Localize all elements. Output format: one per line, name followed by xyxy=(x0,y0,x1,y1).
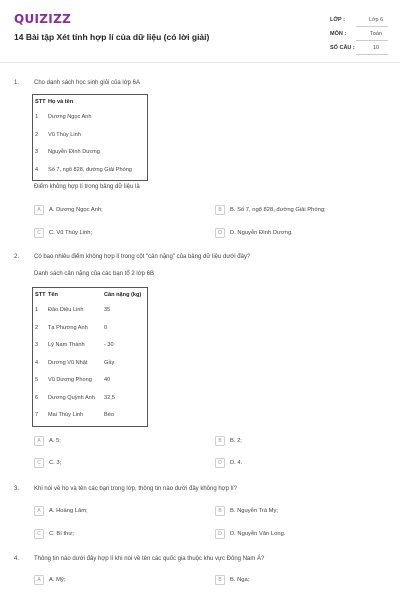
table-row xyxy=(33,408,147,426)
table-cell: 32,5 xyxy=(104,394,115,401)
option-letter-box[interactable]: B xyxy=(215,506,225,516)
page-title: 14 Bài tập Xét tính hợp lí của dữ liệu (có lời giải) xyxy=(14,32,210,42)
quizizz-logo[interactable]: QUIZIZZ xyxy=(14,12,72,26)
table-cell: 2 xyxy=(35,131,39,138)
table-row xyxy=(33,145,147,163)
meta-value: Toán xyxy=(370,31,382,37)
table-cell: 3 xyxy=(35,149,39,155)
question-1-prompt: Điểm không hợp lí trong bảng dữ liệu là xyxy=(34,184,140,190)
question-2-subtitle: Danh sách cân nặng của các bạn tổ 2 lớp 6B xyxy=(34,271,155,277)
option-letter-box[interactable]: D xyxy=(215,228,225,238)
table-row xyxy=(33,303,147,321)
table-cell: 3 xyxy=(35,342,39,348)
table-header-cell: STT xyxy=(35,292,46,298)
option-text: B. 2; xyxy=(230,438,242,444)
option-text: A. 5; xyxy=(49,438,61,444)
table-row xyxy=(33,356,147,374)
meta-row-subject xyxy=(330,28,388,42)
divider xyxy=(356,54,388,55)
table-row xyxy=(33,373,147,391)
table-cell: 0 xyxy=(104,324,108,331)
table-row xyxy=(33,338,147,356)
option-text: C. 3; xyxy=(49,460,62,466)
table-row xyxy=(33,321,147,339)
page-header xyxy=(0,0,400,60)
option-letter-box[interactable]: C xyxy=(34,529,44,539)
option-letter-box[interactable]: D xyxy=(215,529,225,539)
meta-row-grade xyxy=(330,14,388,28)
table-cell: Béo xyxy=(104,412,114,418)
option-text: A. Mỹ; xyxy=(49,577,66,583)
table-cell: Vũ Dương Phong xyxy=(48,377,92,383)
table-header-cell: Cân nặng (kg) xyxy=(104,292,142,298)
option-text: D. Nguyễn Đình Dương. xyxy=(230,230,293,236)
table-cell: 6 xyxy=(35,394,39,401)
meta-label: LỚP : xyxy=(330,17,345,23)
table-cell: Dương Ngọc Anh xyxy=(48,114,92,120)
question-text: Cho danh sách học sinh giỏi của lớp 6A xyxy=(34,80,141,86)
table-cell: 35 xyxy=(104,307,111,313)
table-cell: - 30 xyxy=(104,342,114,348)
table-cell: Mai Thùy Linh xyxy=(48,412,84,418)
meta-value: 10 xyxy=(372,45,380,51)
meta-row-count xyxy=(330,42,388,56)
table-header-row xyxy=(33,288,147,303)
table-cell: 1 xyxy=(35,114,39,120)
table-cell: 4 xyxy=(35,166,39,173)
option-text: C. Vũ Thùy Linh; xyxy=(49,230,93,236)
option-letter-box[interactable]: B xyxy=(215,205,225,215)
meta-panel xyxy=(330,14,388,56)
table-cell: 4 xyxy=(35,359,39,366)
meta-label: MÔN : xyxy=(330,31,347,37)
option-letter-box[interactable]: A xyxy=(34,575,44,585)
option-text: A. Dương Ngọc Anh; xyxy=(49,207,103,213)
table-cell: Vũ Thùy Linh xyxy=(48,131,81,138)
table-row xyxy=(33,110,147,128)
table-header-cell: Họ và tên xyxy=(48,99,74,105)
option-letter-box[interactable]: B xyxy=(215,436,225,446)
table-cell: 40 xyxy=(104,377,111,383)
option-text: D. 4. xyxy=(230,460,243,466)
table-row xyxy=(33,391,147,409)
option-text: B. Nga; xyxy=(230,577,250,583)
table-cell: Nguyễn Đình Dương xyxy=(48,149,100,155)
table-row xyxy=(33,163,147,181)
question-2-table xyxy=(32,287,148,427)
divider xyxy=(0,62,400,63)
question-number: 3. xyxy=(14,486,20,492)
table-cell: Tạ Phương Anh xyxy=(48,324,88,331)
option-letter-box[interactable]: C xyxy=(34,458,44,468)
question-text: Thông tin nào dưới đây hợp lí khi nói về tên các quốc gia thuộc khu vực Đông Nam Á? xyxy=(34,556,265,562)
option-text: C. Bí thư; xyxy=(49,531,74,537)
option-text: D. Nguyễn Văn Long. xyxy=(230,531,286,537)
option-letter-box[interactable]: B xyxy=(215,575,225,585)
table-header-cell: STT xyxy=(35,99,46,105)
table-cell: Gầy xyxy=(104,359,115,366)
table-cell: 7 xyxy=(35,412,39,418)
question-number: 1. xyxy=(14,80,20,86)
table-cell: Dương Quỳnh Anh xyxy=(48,394,95,401)
option-text: B. Số 7, ngõ 828, đường Giải Phóng; xyxy=(230,207,326,213)
meta-label: SỐ CÂU : xyxy=(330,45,355,51)
option-letter-box[interactable]: A xyxy=(34,205,44,215)
option-letter-box[interactable]: C xyxy=(34,228,44,238)
table-header-cell: Tên xyxy=(48,292,58,298)
option-text: B. Nguyễn Trà My; xyxy=(230,508,279,514)
option-text: A. Hoàng Lâm; xyxy=(49,508,88,514)
option-letter-box[interactable]: A xyxy=(34,506,44,516)
table-cell: 1 xyxy=(35,307,39,313)
question-1-table xyxy=(32,94,148,181)
question-number: 2. xyxy=(14,254,20,260)
option-letter-box[interactable]: D xyxy=(215,458,225,468)
table-header-row xyxy=(33,95,147,110)
table-cell: Dương Vũ Nhật xyxy=(48,359,88,366)
table-cell: 2 xyxy=(35,324,39,331)
table-cell: Đào Diệu Linh xyxy=(48,307,84,313)
table-cell: Số 7, ngõ 828, đường Giải Phóng xyxy=(48,166,132,173)
table-cell: 5 xyxy=(35,377,39,383)
meta-value: Lớp 6 xyxy=(368,17,384,23)
divider xyxy=(356,26,388,27)
question-text: Có bao nhiêu điểm không hợp lí trong cột "cân nặng" của bảng dữ liệu dưới đây? xyxy=(34,254,251,260)
question-text: Khi nói về họ và tên các bạn trong lớp, thông tin nào dưới đây không hợp lí? xyxy=(34,486,237,492)
question-number: 4. xyxy=(14,556,20,562)
divider xyxy=(356,40,388,41)
table-row xyxy=(33,128,147,146)
option-letter-box[interactable]: A xyxy=(34,436,44,446)
table-cell: Lý Nam Thành xyxy=(48,342,85,348)
